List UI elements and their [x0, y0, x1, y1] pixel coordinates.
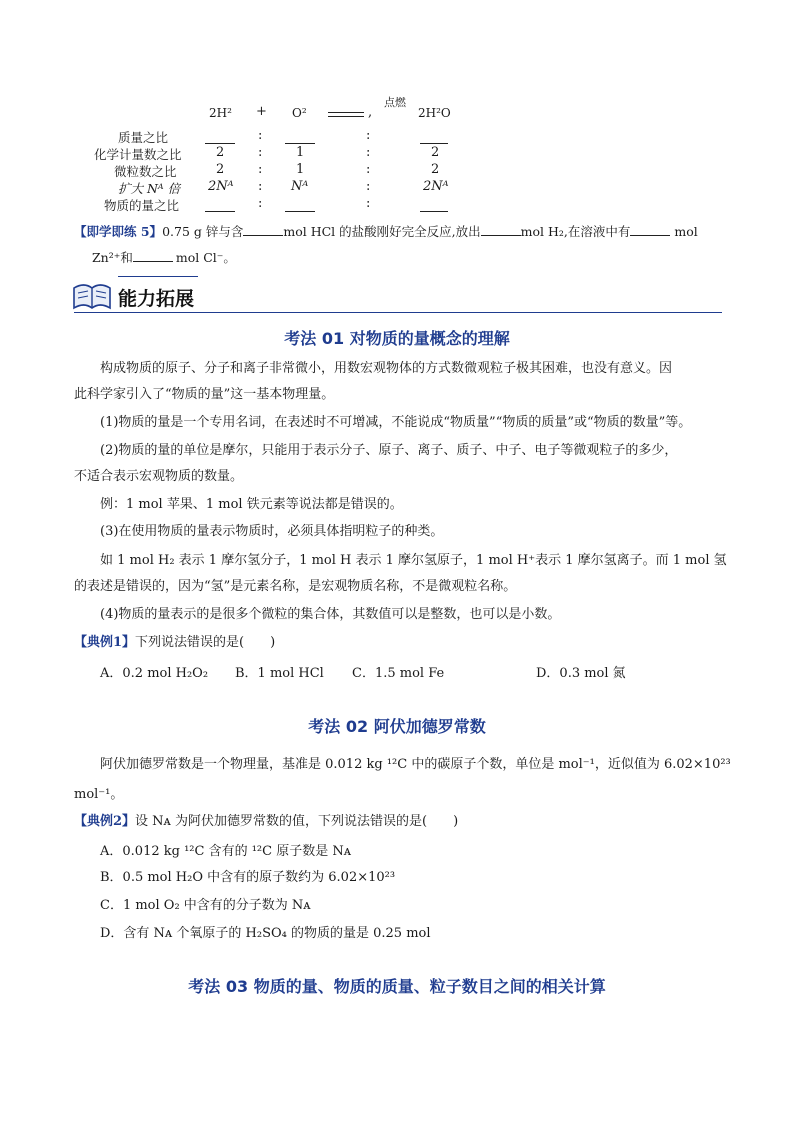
row-label-particles: 微粒数之比 [114, 164, 177, 179]
practice-tag: 【即学即练 5】 [74, 224, 163, 239]
blank-mol-h2 [205, 199, 235, 212]
cell: 2Nᴬ [208, 179, 234, 194]
equals-arrow [328, 112, 364, 117]
kaofa-03-heading: 考法 03 物质的量、物质的质量、粒子数目之间的相关计算 [188, 977, 606, 996]
cell: 2 [431, 145, 440, 160]
example-tag: 【典例1】 [74, 635, 136, 650]
practice-text: mol H₂,在溶液中有 [520, 224, 631, 239]
banner-top-line [118, 276, 198, 277]
paragraph: 如 1 mol H₂ 表示 1 摩尔氢分子，1 mol H 表示 1 摩尔氢原子，1 mol H⁺表示 1 摩尔氢离子。而 1 mol 氢 [100, 553, 727, 568]
answer-blank [243, 223, 283, 236]
option-b: B．0.5 mol H₂O 中含有的原子数约为 6.02×10²³ [100, 870, 396, 885]
colon: : [366, 128, 371, 143]
cell: 1 [296, 162, 305, 177]
kaofa-01-heading: 考法 01 对物质的量概念的理解 [284, 329, 510, 348]
option-b: B．1 mol HCl [235, 666, 324, 681]
book-icon [72, 282, 112, 312]
reactant-o2: O² [292, 106, 307, 120]
answer-blank [133, 249, 173, 262]
practice-5-line1 [74, 222, 698, 240]
practice-text: Zn²⁺和 [92, 250, 133, 265]
row-label-scale: 扩大 Nᴬ 倍 [118, 181, 181, 196]
paragraph: 的表述是错误的，因为“氢”是元素名称，是宏观物质名称，不是微观粒名称。 [74, 579, 517, 594]
option-c: C．1 mol O₂ 中含有的分子数为 Nᴀ [100, 898, 311, 913]
example-tag: 【典例2】 [74, 814, 136, 829]
answer-blank [630, 223, 670, 236]
blank-mass-h2o [420, 131, 448, 144]
colon: : [366, 196, 371, 211]
kaofa-02-heading: 考法 02 阿伏加德罗常数 [308, 717, 486, 736]
equation-comma: , [368, 105, 373, 120]
colon: : [258, 179, 263, 194]
product-h2o: 2H²O [418, 106, 451, 120]
colon: : [258, 162, 263, 177]
question-text: 下列说法错误的是( ) [135, 635, 276, 650]
blank-mass-o2 [285, 131, 315, 144]
colon: : [258, 196, 263, 211]
paragraph: 此科学家引入了“物质的量”这一基本物理量。 [74, 387, 335, 402]
colon: : [366, 145, 371, 160]
reactant-h2: 2H² [209, 106, 232, 120]
reaction-condition: 点燃 [384, 96, 406, 109]
option-d: D．含有 Nᴀ 个氧原子的 H₂SO₄ 的物质的量是 0.25 mol [100, 926, 431, 941]
practice-text: mol [674, 224, 698, 239]
colon: : [258, 145, 263, 160]
paragraph: (3)在使用物质的量表示物质时，必须具体指明粒子的种类。 [100, 524, 444, 539]
cell: 2 [216, 162, 225, 177]
paragraph: 不适合表示宏观物质的数量。 [74, 469, 244, 484]
example-2-question [74, 813, 734, 831]
colon: : [366, 179, 371, 194]
plus-sign: + [256, 104, 267, 119]
colon: : [366, 162, 371, 177]
paragraph: (4)物质的量表示的是很多个微粒的集合体，其数值可以是整数，也可以是小数。 [100, 607, 561, 622]
cell: 1 [296, 145, 305, 160]
option-a: A．0.2 mol H₂O₂ [100, 666, 209, 681]
option-d: D．0.3 mol 氮 [536, 666, 626, 681]
cell: 2 [216, 145, 225, 160]
option-a: A．0.012 kg ¹²C 含有的 ¹²C 原子数是 Nᴀ [100, 844, 352, 859]
answer-blank [481, 223, 521, 236]
row-label-moles: 物质的量之比 [104, 198, 180, 213]
section-title: 能力拓展 [118, 288, 195, 310]
practice-5-line2 [92, 248, 236, 266]
blank-mol-o2 [285, 199, 315, 212]
example-1-question [74, 634, 734, 652]
paragraph: (2)物质的量的单位是摩尔，只能用于表示分子、原子、离子、质子、中子、电子等微观粒子的多少， [100, 443, 678, 458]
option-c: C．1.5 mol Fe [352, 666, 445, 681]
paragraph: (1)物质的量是一个专用名词，在表述时不可增减，不能说成“物质量”“物质的质量”或“物质的数量”等。 [100, 415, 692, 430]
paragraph: 构成物质的原子、分子和离子非常微小，用数宏观物体的方式数微观粒子极其困难，也没有意义。因 [100, 361, 673, 376]
colon: : [258, 128, 263, 143]
question-text: 设 Nᴀ 为阿伏加德罗常数的值，下列说法错误的是( ) [135, 814, 459, 829]
paragraph: 阿伏加德罗常数是一个物理量，基准是 0.012 kg ¹²C 中的碳原子个数，单位是 mol⁻¹，近似值为 6.02×10²³ [100, 757, 731, 772]
row-label-mass: 质量之比 [118, 130, 169, 145]
paragraph: mol⁻¹。 [74, 787, 124, 802]
practice-text: mol Cl⁻。 [175, 250, 236, 265]
blank-mass-h2 [205, 131, 235, 144]
row-label-coefficient: 化学计量数之比 [94, 147, 182, 162]
cell: 2Nᴬ [423, 179, 449, 194]
cell: Nᴬ [291, 179, 309, 194]
paragraph: 例：1 mol 苹果、1 mol 铁元素等说法都是错误的。 [100, 497, 403, 512]
practice-text: 0.75 g 锌与含 [162, 224, 244, 239]
cell: 2 [431, 162, 440, 177]
practice-text: mol HCl 的盐酸刚好完全反应,放出 [283, 224, 481, 239]
blank-mol-h2o [420, 199, 448, 212]
banner-rule [74, 312, 722, 313]
